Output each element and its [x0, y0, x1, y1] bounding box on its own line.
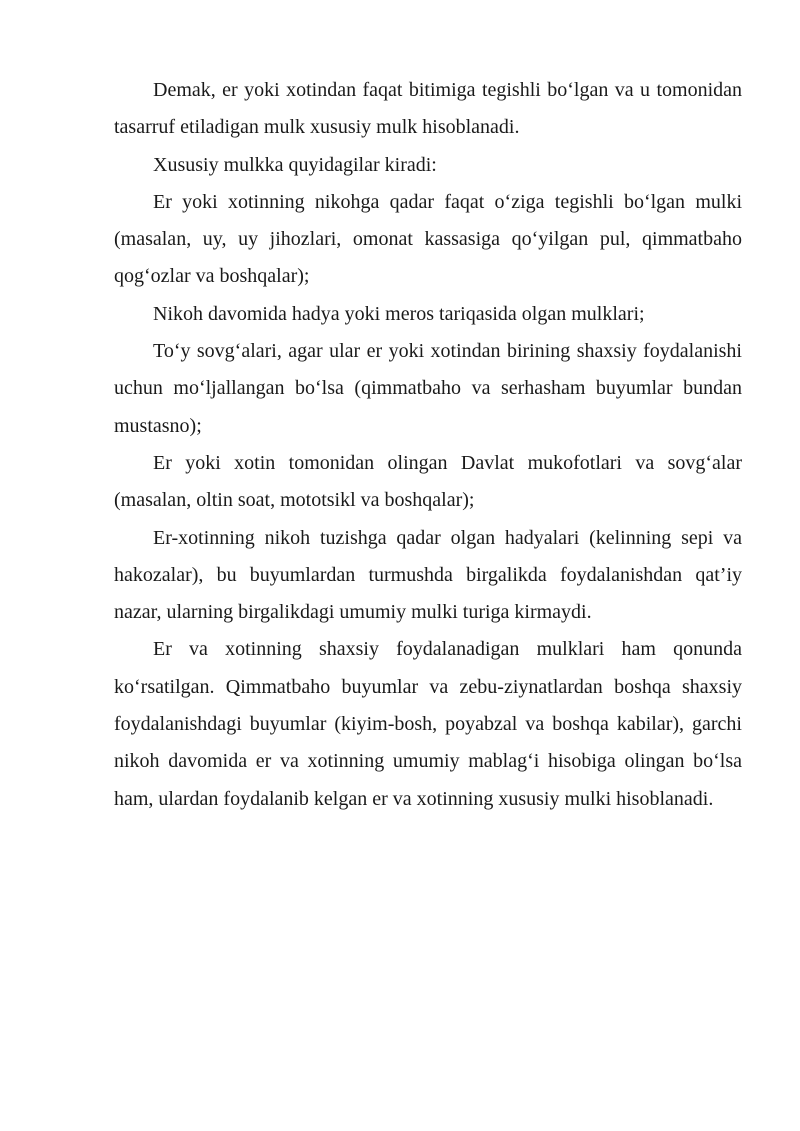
paragraph: Demak, er yoki xotindan faqat bitimiga tegishli bo‘lgan va u tomonidan tasarruf etiladigan mulk xususiy mulk hisoblanadi.: [114, 79, 742, 139]
paragraph: Er yoki xotin tomonidan olingan Davlat mukofotlari va sovg‘alar (masalan, oltin soat, mototsikl va boshqalar);: [114, 451, 742, 512]
paragraph: Nikoh davomida hadya yoki meros tariqasida olgan mulklari;: [153, 302, 645, 325]
paragraph: Xususiy mulkka quyidagilar kiradi:: [153, 153, 437, 176]
paragraph: To‘y sovg‘alari, agar ular er yoki xotindan birining shaxsiy foydalanishi uchun mo‘ljallangan bo‘lsa (qimmatbaho va serhasham buyumlar bundan mustasno);: [114, 340, 742, 437]
paragraph: Er va xotinning shaxsiy foydalanadigan mulklari ham qonunda ko‘rsatilgan. Qimmatbaho buyumlar va zebu-ziynatlardan boshqa shaxsiy foydalanishdagi buyumlar (kiyim-bosh, poyabzal va boshqa kabilar), garchi nikoh davomida er va xotinning umumiy mablag‘i hisobiga olingan bo‘lsa ham, ulardan foydalanib kelgan er va xotinning xususiy mulki hisoblanadi.: [114, 638, 742, 810]
paragraph: Er yoki xotinning nikohga qadar faqat o‘ziga tegishli bo‘lgan mulki (masalan, uy, uy jihozlari, omonat kassasiga qo‘yilgan pul, qimmatbaho qog‘ozlar va boshqalar);: [114, 190, 742, 288]
document-body: [114, 72, 742, 818]
paragraph: Er-xotinning nikoh tuzishga qadar olgan hadyalari (kelinning sepi va hakozalar), bu buyumlardan turmushda birgalikda foydalanishdan qat’iy nazar, ularning birgalikdagi umumiy mulki turiga kirmaydi.: [114, 526, 742, 624]
